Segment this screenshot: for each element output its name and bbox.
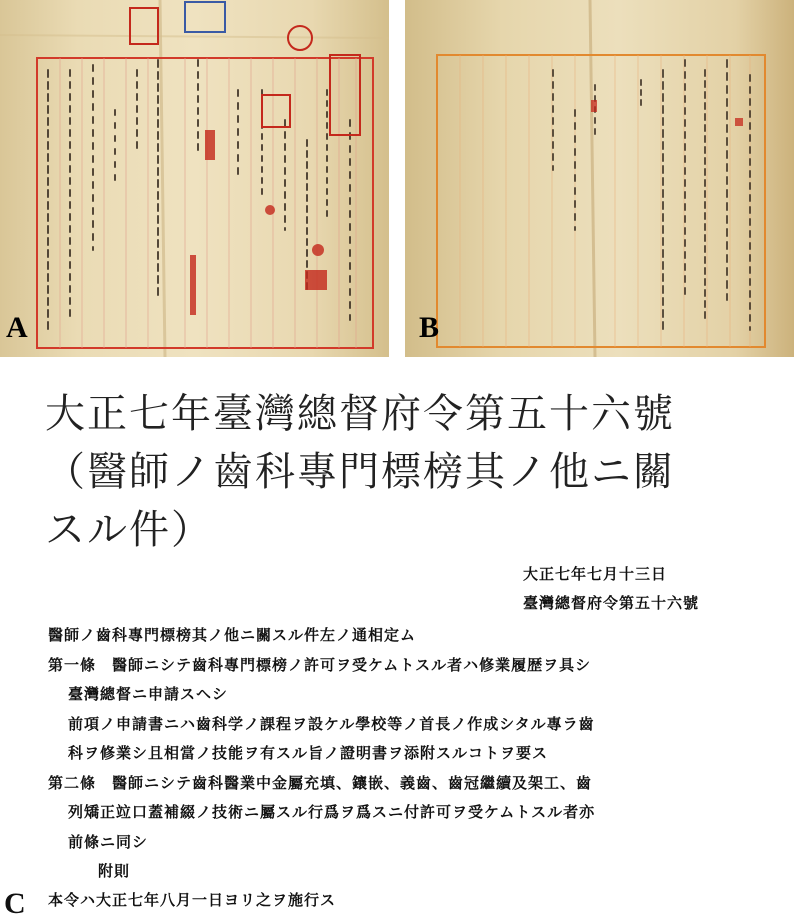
- document-title: [45, 385, 785, 559]
- panel-label-c: C: [4, 887, 26, 920]
- title-line-1: 大正七年臺灣總督府令第五十六號: [45, 391, 675, 437]
- ordinance-number: 臺灣總督府令第五十六號: [523, 594, 700, 612]
- manuscript-image-b: [405, 0, 794, 357]
- article-1-para-2-line-1: 前項ノ申請書ニハ齒科学ノ課程ヲ設ケル學校等ノ首長ノ作成シタル專ラ齒: [68, 715, 595, 733]
- issue-date: 大正七年七月十三日: [523, 565, 668, 583]
- manuscript-b-drawing: [405, 0, 794, 357]
- article-2-line-2: 列矯正竝口蓋補綴ノ技術ニ屬スル行爲ヲ爲スニ付許可ヲ受ケムトスル者亦: [68, 803, 596, 821]
- supplementary-heading: 附則: [98, 862, 131, 880]
- article-1-para-2-line-2: 科ヲ修業シ且相當ノ技能ヲ有スル旨ノ證明書ヲ添附スルコトヲ要ス: [68, 744, 549, 762]
- transcription-panel: [0, 357, 794, 923]
- article-1-line-1: 第一條 醫師ニシテ齒科專門標榜ノ許可ヲ受ケムトスル者ハ修業履歴ヲ具シ: [48, 656, 592, 674]
- title-line-2: （醫師ノ齒科專門標榜其ノ他ニ關: [45, 449, 675, 495]
- article-1-line-2: 臺灣總督ニ申請スヘシ: [68, 685, 229, 703]
- article-2-line-3: 前條ニ同シ: [68, 833, 149, 851]
- article-2-line-1: 第二條 醫師ニシテ齒科醫業中金屬充填、鑲嵌、義齒、齒冠繼續及架工、齒: [48, 774, 593, 792]
- manuscript-image-a: [0, 0, 389, 357]
- enforcement-line: 本令ハ大正七年八月一日ヨリ之ヲ施行ス: [48, 891, 337, 909]
- preamble-line: 醫師ノ齒科專門標榜其ノ他ニ關スル件左ノ通相定ム: [48, 626, 417, 644]
- title-line-3: スル件）: [45, 507, 213, 553]
- manuscript-a-drawing: [0, 0, 389, 357]
- panel-label-a: A: [6, 311, 28, 344]
- panel-label-b: B: [419, 311, 440, 344]
